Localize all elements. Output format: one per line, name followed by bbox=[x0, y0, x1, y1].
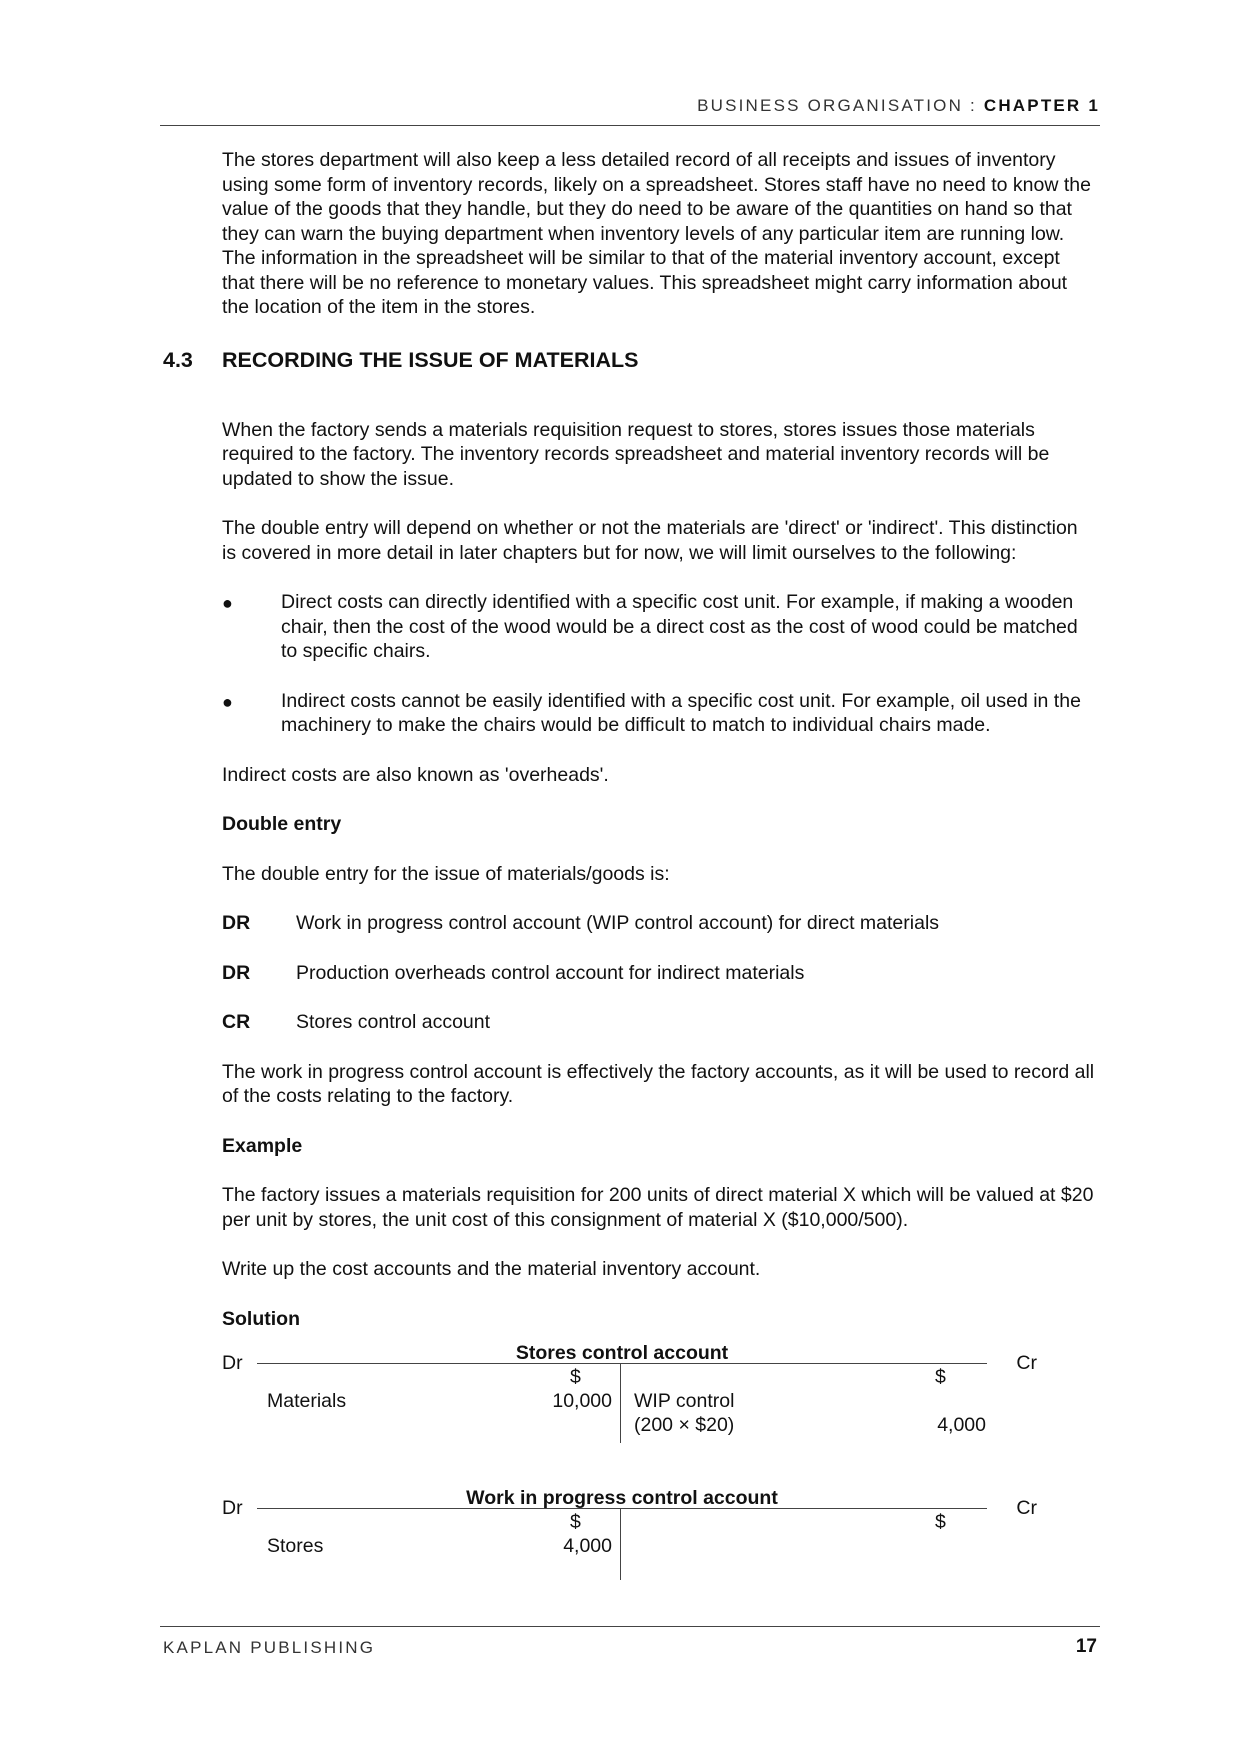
dr-label: Dr bbox=[222, 1497, 243, 1519]
entry-code: DR bbox=[222, 961, 251, 984]
t-account-title: Stores control account bbox=[515, 1342, 729, 1364]
debit-amount: 4,000 bbox=[563, 1535, 612, 1557]
chapter-label: CHAPTER 1 bbox=[983, 96, 1100, 115]
bullet-icon: ● bbox=[222, 593, 233, 613]
t-account-title: Work in progress control account bbox=[466, 1487, 778, 1509]
paragraph: The double entry will depend on whether or not the materials are 'direct' or 'indirect'. This distinction is covered in more detail in later chapters but for now, we will limit ourselves to the following: bbox=[222, 517, 1078, 564]
page-body bbox=[222, 148, 1097, 1631]
cr-label: Cr bbox=[1016, 1497, 1037, 1519]
t-account-divider bbox=[620, 1508, 621, 1580]
t-account-divider bbox=[620, 1363, 621, 1443]
credit-currency: $ bbox=[935, 1366, 946, 1388]
credit-amount: 4,000 bbox=[937, 1414, 986, 1436]
entry-text: Production overheads control account for indirect materials bbox=[296, 961, 805, 984]
footer-rule bbox=[160, 1626, 1100, 1627]
bullet-item bbox=[222, 689, 1097, 738]
credit-label-detail: (200 × $20) bbox=[634, 1414, 735, 1436]
credit-currency: $ bbox=[935, 1511, 946, 1533]
wip-note: The work in progress control account is effectively the factory accounts, as it will be used to record all of the costs relating to the factory. bbox=[222, 1060, 1095, 1107]
header-separator: : bbox=[963, 96, 984, 115]
entry-code: DR bbox=[222, 912, 251, 934]
credit-label: WIP control bbox=[634, 1390, 735, 1412]
entry-row bbox=[222, 961, 1097, 986]
example-task: Write up the cost accounts and the material inventory account. bbox=[222, 1258, 761, 1280]
overheads-note: Indirect costs are also known as 'overheads'. bbox=[222, 763, 609, 786]
section-spacer bbox=[222, 345, 1097, 418]
entry-code: CR bbox=[222, 1011, 251, 1033]
entry-text: Stores control account bbox=[296, 1011, 491, 1033]
bullet-item bbox=[222, 590, 1097, 664]
section-number: 4.3 bbox=[163, 348, 193, 372]
double-entry-intro: The double entry for the issue of materials/goods is: bbox=[222, 862, 670, 885]
t-account-top-rule bbox=[257, 1363, 987, 1364]
section-title: RECORDING THE ISSUE OF MATERIALS bbox=[222, 348, 639, 372]
cr-label: Cr bbox=[1016, 1352, 1037, 1374]
bullet-icon: ● bbox=[222, 691, 233, 712]
paragraph: When the factory sends a materials requisition request to stores, stores issues those materials required to the factory. The inventory records spreadsheet and material inventory records will be updated to show the issue. bbox=[222, 418, 1050, 490]
wip-control-t-account bbox=[222, 1486, 1037, 1616]
dr-label: Dr bbox=[222, 1352, 243, 1374]
page-number: 17 bbox=[1075, 1636, 1097, 1657]
debit-label: Materials bbox=[267, 1390, 347, 1412]
debit-currency: $ bbox=[570, 1511, 581, 1533]
bullet-list bbox=[222, 590, 1097, 738]
example-heading: Example bbox=[222, 1134, 303, 1157]
bullet-text: Indirect costs cannot be easily identified with a specific cost unit. For example, oil used in the machinery to make the chairs would be difficult to match to individual chairs made. bbox=[281, 689, 1081, 736]
intro-paragraph: The stores department will also keep a less detailed record of all receipts and issues of inventory using some form of inventory records, likely on a spreadsheet. Stores staff have no need to know the value of the goods that they handle, but they do need to be aware of the quantities on hand so that they can warn the buying department when inventory levels of any particular item are running low. The information in the spreadsheet will be similar to that of the material inventory account, except that there will be no reference to monetary values. This spreadsheet might carry information about the location of the item in the stores. bbox=[222, 149, 1091, 318]
t-account-top-rule bbox=[257, 1508, 987, 1509]
book-title: BUSINESS ORGANISATION bbox=[697, 96, 964, 115]
header-rule bbox=[160, 125, 1100, 126]
example-text: The factory issues a materials requisition for 200 units of direct material X which will be valued at $20 per unit by stores, the unit cost of this consignment of material X ($10,000/500). bbox=[222, 1184, 1094, 1231]
publisher-name: KAPLAN PUBLISHING bbox=[163, 1638, 376, 1657]
bullet-text: Direct costs can directly identified with a specific cost unit. For example, if making a wooden chair, then the cost of the wood would be a direct cost as the cost of wood could be matched to specific chairs. bbox=[281, 591, 1078, 662]
running-header bbox=[160, 96, 1100, 116]
debit-amount: 10,000 bbox=[552, 1390, 612, 1412]
debit-currency: $ bbox=[570, 1366, 581, 1388]
stores-control-t-account bbox=[222, 1341, 1037, 1471]
entry-text: Work in progress control account (WIP control account) for direct materials bbox=[296, 912, 940, 934]
entry-row bbox=[222, 1010, 1097, 1035]
double-entry-heading: Double entry bbox=[222, 813, 342, 835]
solution-heading: Solution bbox=[222, 1307, 300, 1330]
debit-label: Stores bbox=[267, 1535, 324, 1557]
entry-row bbox=[222, 911, 1097, 936]
